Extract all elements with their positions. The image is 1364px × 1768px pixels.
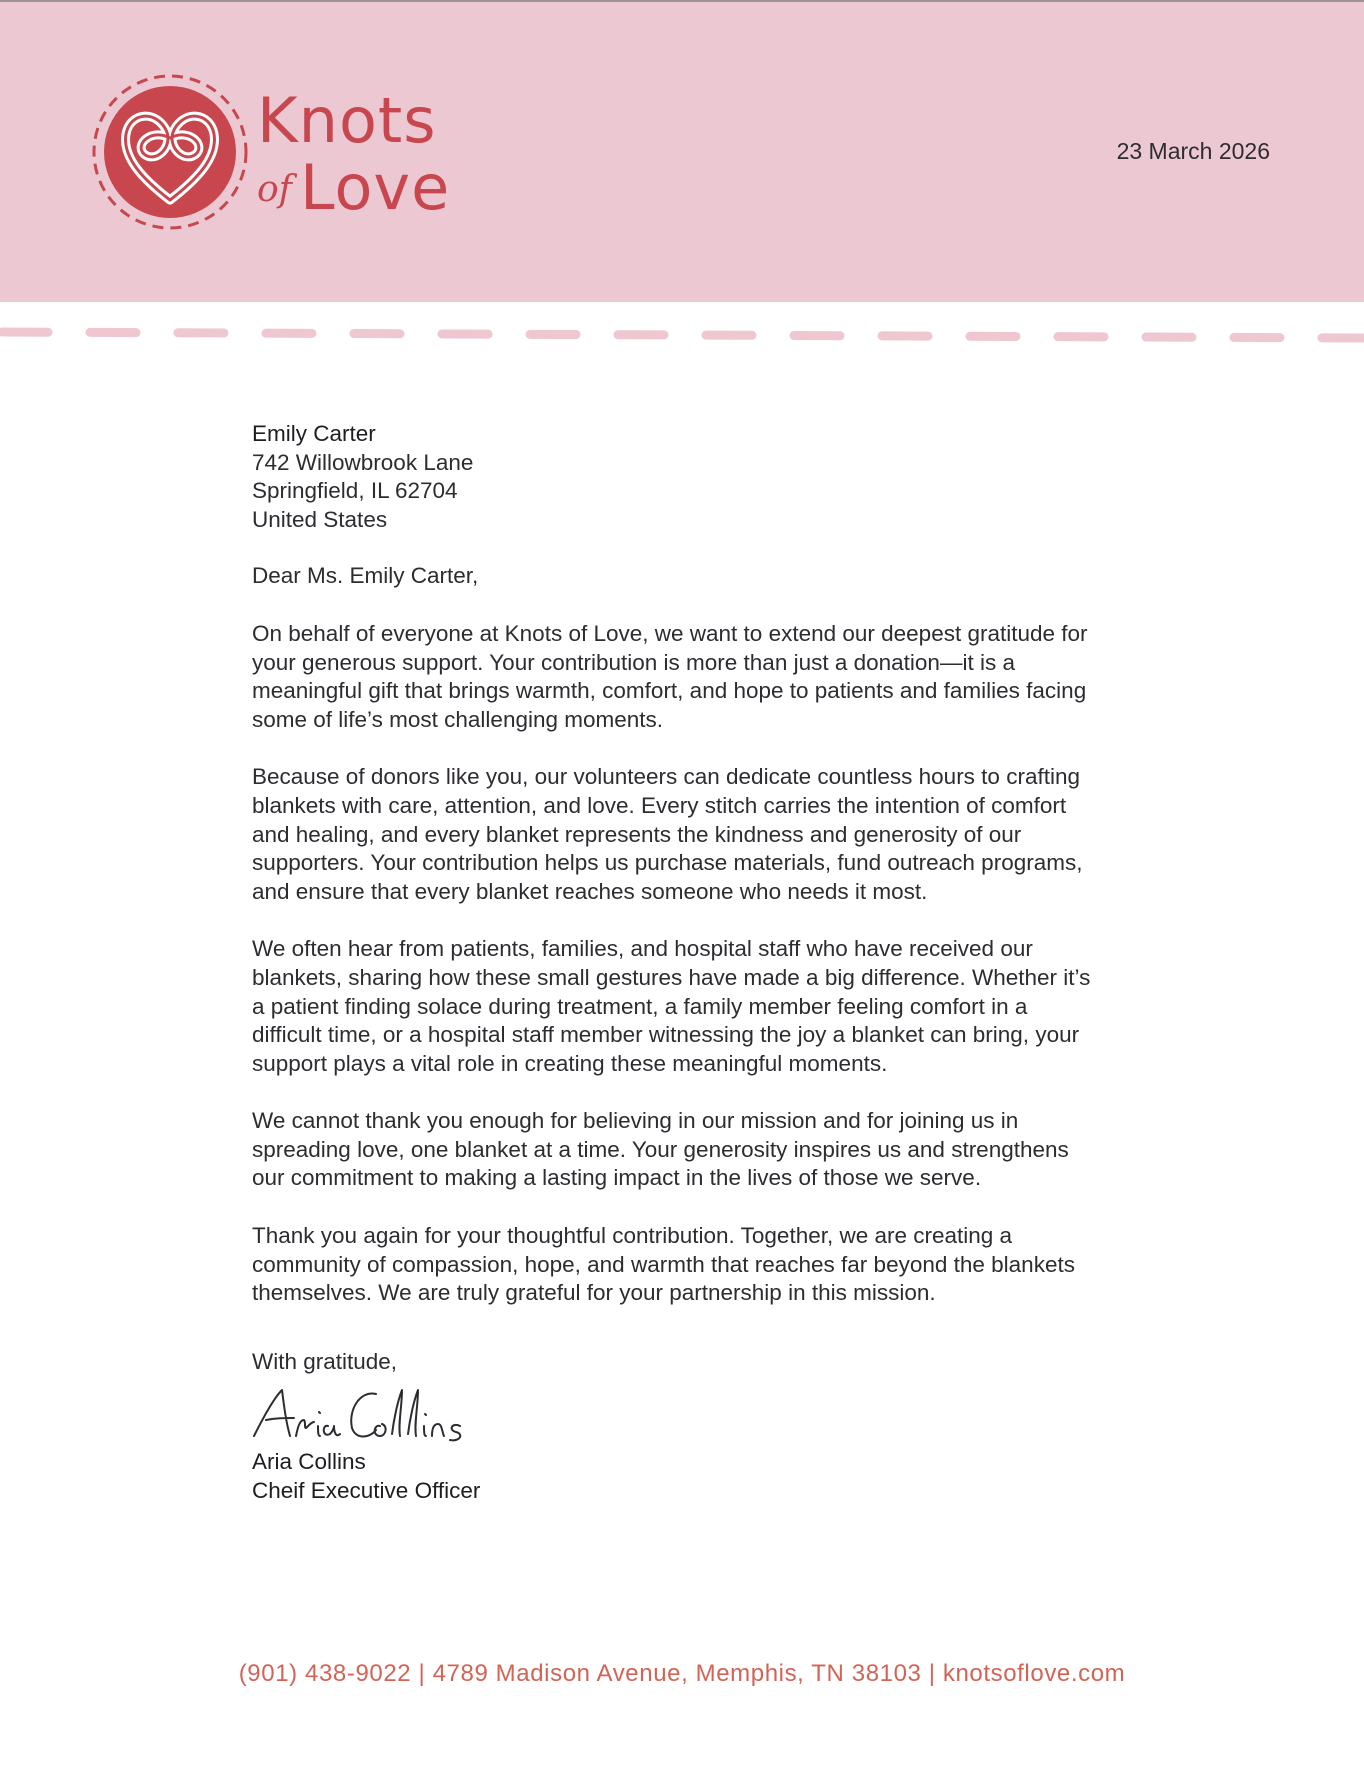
heart-knot-icon xyxy=(92,72,252,232)
signer-name: Aria Collins xyxy=(252,1449,366,1475)
salutation: Dear Ms. Emily Carter, xyxy=(252,563,479,589)
letter-body xyxy=(252,420,1102,1506)
knots-of-love-logo xyxy=(92,72,472,232)
letterhead-header xyxy=(0,0,1364,302)
handwritten-signature xyxy=(248,1380,488,1446)
logo-text-love: Love xyxy=(300,151,451,224)
recipient-country: United States xyxy=(252,506,388,532)
signer-title: Cheif Executive Officer xyxy=(252,1478,481,1504)
body-paragraph: Because of donors like you, our volunteers can dedicate countless hours to crafting blankets with care, attention, and love. Every stitch carries the intention of comfort and healing, and every blanket represents the kindness and generosity of our supporters. Your contribution helps us purchase materials, fund outreach programs, and ensure that every blanket reaches someone who needs it most. xyxy=(252,764,1083,904)
stitched-divider xyxy=(0,322,1364,346)
logo-text-of: of xyxy=(257,169,292,210)
logo-text-knots: Knots xyxy=(257,84,437,157)
recipient-address xyxy=(252,420,1102,534)
closing-block xyxy=(252,1348,1102,1506)
body-paragraph: We cannot thank you enough for believing in our mission and for joining us in spreading love, one blanket at a time. Your generosity inspires us and strengthens our commitment to making a lasting impact in the lives of those we serve. xyxy=(252,1108,1069,1191)
body-paragraph: On behalf of everyone at Knots of Love, we want to extend our deepest gratitude for your generous support. Your contribution is more than just a donation—it is a meaningful gift that brings warmth, comfort, and hope to patients and families facing some of life’s most challenging moments. xyxy=(252,620,1088,732)
letter-date: 23 March 2026 xyxy=(1116,138,1270,164)
closing: With gratitude, xyxy=(252,1348,398,1374)
recipient-name: Emily Carter xyxy=(252,421,376,446)
recipient-city-state-zip: Springfield, IL 62704 xyxy=(252,478,458,504)
recipient-street: 742 Willowbrook Lane xyxy=(252,449,474,475)
footer-contact-info: (901) 438-9022 | 4789 Madison Avenue, Memphis, TN 38103 | knotsoflove.com xyxy=(238,1660,1126,1687)
body-paragraph: We often hear from patients, families, and hospital staff who have received our blankets, sharing how these small gestures have made a big difference. Whether it’s a patient finding solace during treatment, a family member feeling comfort in a difficult time, or a hospital staff member witnessing the joy a blanket can bring, your support plays a vital role in creating these meaningful moments. xyxy=(252,936,1091,1076)
body-paragraph: Thank you again for your thoughtful contribution. Together, we are creating a community of compassion, hope, and warmth that reaches far beyond the blankets themselves. We are truly grateful for your partnership in this mission. xyxy=(252,1223,1075,1306)
